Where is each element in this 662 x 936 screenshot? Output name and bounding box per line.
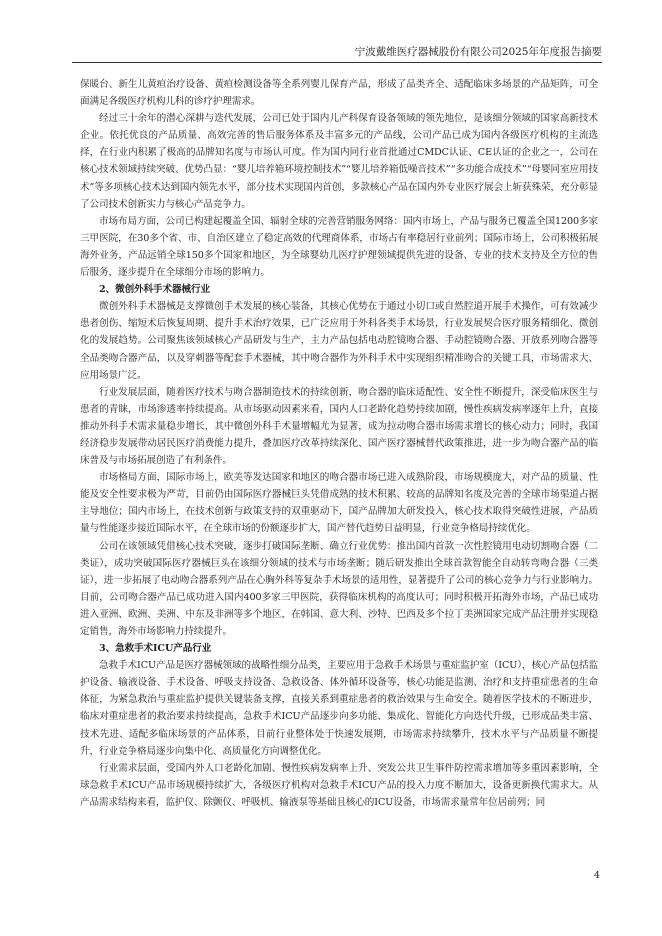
page-header [72,42,602,63]
paragraph-2: 经过三十余年的潜心深耕与迭代发展，公司已处于国内儿产科保育设备领域的领先地位，是该细分领域的国家高新技术企业。依托优良的产品质量、高效完善的售后服务体系及丰富多元的产品线，公司产品已成为国内各级医疗机构的主流选择，在行业内积累了极高的品牌知名度与市场认可度。作为国内同行业首批通过CMDC认证、CE认证的企业之一，公司在核心技术领域持续突破、优势凸显：“婴儿培养箱环境控制技术”“婴儿培养箱低噪音技术”“多功能合成技术”“母婴同室应用技术”等多项核心技术达到国内领先水平，部分技术实现国内首创，多款核心产品在国内外专业医疗展会上斩获殊荣，充分彰显了公司技术创新实力与核心产品竞争力。 [80,113,598,210]
section-heading-3: 3、急救手术ICU产品行业 [99,643,212,655]
paragraph-1: 保暖台、新生儿黄疸治疗设备、黄疸检测设备等全系列婴儿保育产品，形成了品类齐全、适配临床多场景的产品矩阵，可全面满足各级医疗机构儿科的诊疗护理需求。 [80,79,598,108]
paragraph-6: 市场格局方面，国际市场上，欧美等发达国家和地区的吻合器市场已进入成熟阶段，市场规模庞大，对产品的质量、性能及安全性要求极为严苛，目前仍由国际医疗器械巨头凭借成熟的技术积累、较高的品牌知名度及完善的全球市场渠道占据主导地位；国内市场上，在技术创新与政策支持的双重驱动下，国产品牌加大研发投入，核心技术取得突破性进展，产品质量与性能逐步接近国际水平，在全球市场的份额逐步扩大，国产替代趋势日益明显，行业竞争格局持续优化。 [80,472,598,535]
section-heading-2: 2、微创外科手术器械行业 [99,284,211,296]
paragraph-5: 行业发展层面，随着医疗技术与吻合器制造技术的持续创新，吻合器的临床适配性、安全性不断提升，深受临床医生与患者的青睐，市场渗透率持续提高。从市场驱动因素来看，国内人口老龄化趋势持续加剧，慢性疾病发病率逐年上升，直接推动外科手术需求量稳步增长，其中微创外科手术量增幅尤为显著，成为拉动吻合器市场需求增长的核心动力；同时，我国经济稳步发展带动居民医疗消费能力提升，叠加医疗改革持续深化、国产医疗器械替代政策推进，进一步为吻合器产品的临床普及与市场拓展创造了有利条件。 [80,386,598,467]
header-title: 宁波戴维医疗器械股份有限公司2025年年度报告摘要 [354,46,602,58]
page-number: 4 [593,870,600,881]
paragraph-9: 行业需求层面，受国内外人口老龄化加剧、慢性疾病发病率上升、突发公共卫生事件防控需求增加等多重因素影响，全球急救手术ICU产品市场规模持续扩大，各级医疗机构对急救手术ICU产品的投入力度不断加大，设备更新换代需求大。从产品需求结构来看，监护仪、除颤仪、呼吸机、输液泵等基础且核心的ICU设备，市场需求量常年位居前列；同 [80,762,598,808]
paragraph-3: 市场布局方面，公司已构建起覆盖全国、辐射全球的完善营销服务网络：国内市场上，产品与服务已覆盖全国1200多家三甲医院，在30多个省、市、自治区建立了稳定高效的代理商体系，市场占有率稳居行业前列；国际市场上，公司积极拓展海外业务，产品远销全球150多个国家和地区，为全球婴幼儿医疗护理领域提供先进的设备、专业的技术支持及全方位的售后服务，逐步提升在全球细分市场的影响力。 [80,215,598,279]
document-body [80,76,598,811]
paragraph-4: 微创外科手术器械是支撑微创手术发展的核心装备，其核心优势在于通过小切口或自然腔道开展手术操作，可有效减少患者创伤、缩短术后恢复周期、提升手术治疗效果，已广泛应用于外科各类手术场景，行业发展契合医疗服务精细化、微创化的发展趋势。公司聚焦该领域核心产品研发与生产，主力产品包括电动腔镜吻合器、手动腔镜吻合器、开放系列吻合器等全品类吻合器产品，以及穿刺器等配套手术器械，其中吻合器作为外科手术中实现组织精准吻合的关键工具，市场需求大、应用场景广泛。 [80,301,598,381]
paragraph-8: 急救手术ICU产品是医疗器械领域的战略性细分品类，主要应用于急救手术场景与重症监护室（ICU），核心产品包括监护设备、输液设备、手术设备、呼吸支持设备、急救设备、体外循环设备等，核心功能是监测、治疗和支持重症患者的生命体征，为紧急救治与重症监护提供关键装备支撑，直接关系到重症患者的救治效果与生命安全。随着医学技术的不断进步，临床对重症患者的救治要求持续提高，急救手术ICU产品逐步向多功能、集成化、智能化方向迭代升级，已形成品类丰富、技术先进、适配多临床场景的产品体系，目前行业整体处于快速发展期，市场需求持续攀升，技术水平与产品质量不断提升，行业竞争格局逐步向集中化、高质量化方向调整优化。 [80,660,598,757]
paragraph-7: 公司在该领域凭借核心技术突破，逐步打破国际垄断、确立行业优势：推出国内首款一次性腔镜用电动切割吻合器（二类证），成功突破国际医疗器械巨头在该细分领域的技术与市场垄断；随后研发推出全球首款智能全自动转弯吻合器（三类证），进一步拓展了电动吻合器系列产品在心胸外科等复杂手术场景的适用性，显著提升了公司的核心竞争力与行业影响力。目前，公司吻合器产品已成功进入国内400多家三甲医院，获得临床机构的高度认可；同时积极开拓海外市场，产品已成功进入亚洲、欧洲、美洲、中东及非洲等多个地区，在韩国、意大利、沙特、巴西及多个拉丁美洲国家完成产品注册并实现稳定销售，海外市场影响力持续提升。 [80,540,598,637]
